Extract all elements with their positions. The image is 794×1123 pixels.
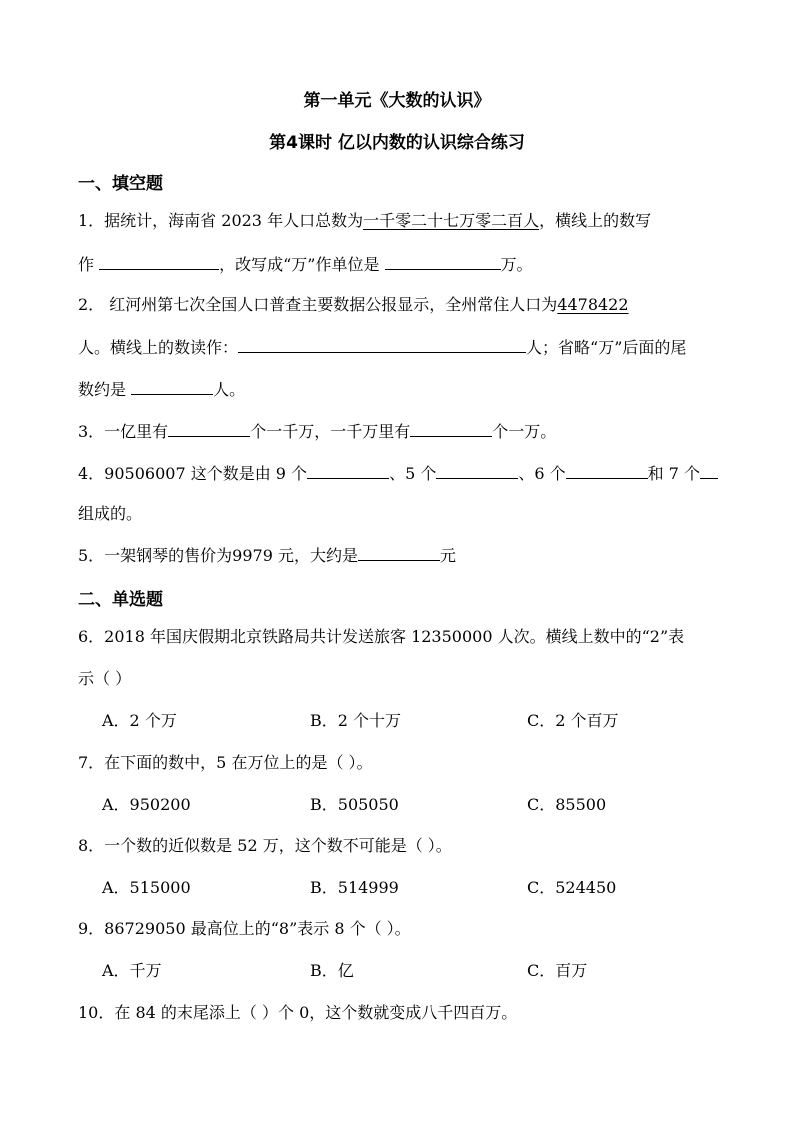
question-5: [78, 544, 456, 567]
question-4-line-1: [78, 462, 718, 485]
question-7-option-b[interactable]: B．505050: [310, 795, 399, 814]
section-single-choice-heading: 二、单选题: [78, 590, 163, 610]
answer-blank[interactable]: [436, 462, 518, 479]
question-6-option-c[interactable]: C．2 个百万: [527, 711, 619, 730]
question-2-text-b: 人。横线上的数读作：: [78, 338, 239, 357]
answer-blank[interactable]: [410, 420, 492, 437]
answer-blank[interactable]: [131, 378, 213, 395]
question-3-text: 3．一亿里有: [78, 422, 169, 441]
question-1-line-1: [78, 210, 651, 232]
question-3-text-c: 个一万。: [492, 422, 557, 441]
question-10: 10．在 84 的末尾添上（ ）个 0，这个数就变成八千四百万。: [78, 1003, 518, 1022]
question-9-option-b[interactable]: B．亿: [310, 961, 354, 980]
answer-blank[interactable]: [99, 253, 219, 270]
question-2-line-1: [78, 294, 629, 316]
question-8: 8．一个数的近似数是 52 万，这个数不可能是（ ）。: [78, 836, 452, 855]
question-4-text: 4．90506007 这个数是由 9 个: [78, 464, 308, 483]
question-4-line-2: [78, 503, 142, 525]
question-8-option-a[interactable]: A．515000: [102, 878, 191, 897]
question-1-text-e: 万。: [500, 255, 533, 274]
question-6-option-b[interactable]: B．2 个十万: [310, 711, 402, 730]
question-9-option-c[interactable]: C．百万: [527, 961, 588, 980]
answer-blank[interactable]: [358, 544, 440, 561]
question-1-text-d: ，改写成“万”作单位是: [219, 255, 385, 274]
answer-blank[interactable]: [700, 462, 718, 479]
answer-blank[interactable]: [307, 462, 389, 479]
question-8-option-c[interactable]: C．524450: [527, 878, 617, 897]
question-1-line-2: [78, 253, 533, 276]
question-9: 9．86729050 最高位上的“8”表示 8 个（ ）。: [78, 919, 411, 938]
question-2-line-2: [78, 336, 686, 359]
page-title: 第一单元《大数的认识》: [303, 91, 491, 111]
question-6-line-2: 示（ ）: [78, 669, 132, 688]
question-7-option-a[interactable]: A．950200: [102, 795, 191, 814]
question-7: 7．在下面的数中，5 在万位上的是（ ）。: [78, 753, 373, 772]
question-5-text-b: 元: [440, 546, 457, 565]
question-8-option-b[interactable]: B．514999: [310, 878, 399, 897]
question-4-text-d: 和 7 个: [647, 464, 700, 483]
question-2-line-3: [78, 378, 245, 401]
question-2-underlined: 4478422: [557, 295, 629, 314]
answer-blank[interactable]: [238, 336, 526, 353]
question-1-text-c: 作: [78, 255, 100, 274]
question-3-text-b: 个一千万，一千万里有: [250, 422, 411, 441]
question-2-text-e: 人。: [213, 380, 246, 399]
answer-blank[interactable]: [168, 420, 250, 437]
section-fill-blanks-heading: 一、填空题: [78, 174, 163, 194]
question-4-text-b: 、5 个: [389, 464, 437, 483]
question-1-text-b: ，横线上的数写: [539, 211, 652, 230]
answer-blank[interactable]: [385, 253, 501, 270]
question-2-text: 2． 红河州第七次全国人口普查主要数据公报显示，全州常住人口为: [78, 295, 558, 314]
question-6-line-1: 6．2018 年国庆假期北京铁路局共计发送旅客 12350000 人次。横线上数中的“2”表: [78, 627, 685, 646]
question-2-text-c: 人；省略“万”后面的尾: [526, 338, 687, 357]
question-3: [78, 420, 556, 443]
question-9-option-a[interactable]: A．千万: [102, 961, 162, 980]
question-5-text: 5．一架钢琴的售价为9979 元，大约是: [78, 546, 358, 565]
question-7-option-c[interactable]: C．85500: [527, 795, 607, 814]
question-4-text-e: 组成的。: [78, 504, 143, 523]
question-2-text-d: 数约是: [78, 380, 132, 399]
question-1-text: 1．据统计，海南省 2023 年人口总数为: [78, 211, 364, 230]
question-6-option-a[interactable]: A．2 个万: [102, 711, 177, 730]
question-1-underlined: 一千零二十七万零二百人: [363, 211, 540, 230]
answer-blank[interactable]: [566, 462, 648, 479]
question-4-text-c: 、6 个: [518, 464, 566, 483]
page-subtitle: 第4课时 亿以内数的认识综合练习: [269, 133, 525, 153]
